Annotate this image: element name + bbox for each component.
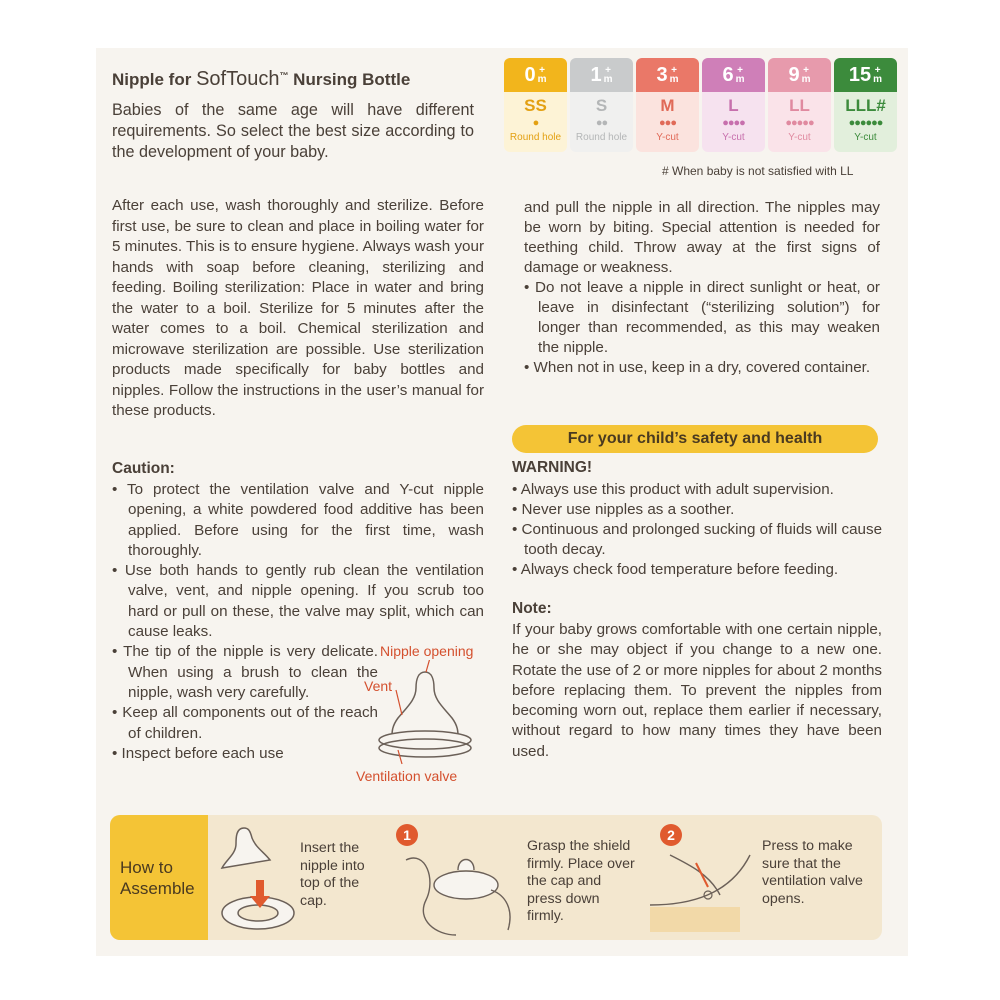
flow-drops-icon: ●●● (659, 117, 676, 129)
size-age (504, 58, 567, 92)
continued-text: and pull the nipple in all direction. The nipples may be worn by biting. Special attention is needed for teething child. Throw away at the first signs of damage or weakness. (524, 199, 880, 276)
age-value: 3 (656, 63, 668, 86)
list-item: • Inspect before each use (112, 744, 284, 762)
age-value: 15 (848, 63, 872, 86)
warning-list (512, 480, 897, 580)
safety-banner: For your child’s safety and health (512, 425, 878, 453)
size-card-lll (834, 58, 897, 152)
nipple-diagram (370, 660, 480, 770)
age-value: 9 (788, 63, 800, 86)
list-item: • Do not leave a nipple in direct sunlight or heat, or leave in disinfectant (“sterilizing solution”) for longer than recommended, as this may weaken the nipple. (524, 279, 880, 356)
cut-type: Y-cut (722, 132, 745, 143)
flow-drops-icon: ●●●●● (785, 117, 814, 129)
size-card-l (702, 58, 765, 152)
insert-nipple-illustration (212, 820, 302, 935)
list-item: • Never use nipples as a soother. (512, 501, 735, 518)
age-value: 1 (590, 63, 602, 86)
trademark-mark: ™ (279, 70, 289, 81)
age-unit: m (873, 74, 883, 85)
continued-instructions (524, 198, 880, 378)
age-value: 6 (722, 63, 734, 86)
size-age (834, 58, 897, 92)
label-ventilation-valve: Ventilation valve (356, 768, 458, 784)
step-number-1: 1 (396, 824, 418, 846)
label-nipple-opening: Nipple opening (380, 643, 474, 659)
cut-type: Y-cut (656, 132, 679, 143)
list-item: • Continuous and prolonged sucking of fluids will cause tooth decay. (512, 521, 883, 558)
sterilization-text: After each use, wash thoroughly and sterilize. Before first use, be sure to clean and place in boiling water for 5 minutes. This is to ensure hygiene. Always wash your hands with soap before cleaning, sterilizing and feeding. Boiling sterilization: Place in water and bring the water to a boil. Sterilize for 5 minutes after the water comes to a boil. Chemical sterilization and microwave sterilization are possible. Use sterilization products made specifically for baby bottles and nipples. Follow the instructions in the user’s manual for these products. (112, 197, 484, 419)
cut-type: Y-cut (854, 132, 877, 143)
age-plus: + (737, 65, 743, 76)
size-code: S (595, 96, 608, 115)
age-unit: m (669, 74, 679, 85)
step-insert-text: Insert the nipple into top of the cap. (300, 840, 365, 909)
size-age (570, 58, 633, 92)
cut-type: Round hole (575, 132, 628, 143)
step-2-text: Press to make sure that the ventilation valve opens. (762, 838, 863, 907)
flow-drops-icon: ●●●●●● (848, 117, 883, 129)
age-value: 0 (524, 63, 536, 86)
list-item: • Always check food temperature before feeding. (512, 561, 839, 578)
flow-drops-icon: ● (532, 117, 539, 129)
warning-heading: WARNING! (512, 459, 593, 476)
note-heading: Note: (512, 600, 552, 617)
how-to-assemble-tab (110, 815, 208, 940)
how-to-assemble-label: How to Assemble (120, 858, 195, 898)
list-item: • Always use this product with adult supervision. (512, 481, 834, 498)
intro-text: Babies of the same age will have different requirements. So select the best size according to the development of your baby. (112, 101, 474, 161)
age-plus: + (874, 65, 881, 76)
size-code: LL (789, 96, 810, 115)
brand-name: SofTouch (196, 68, 280, 90)
size-card-ll (768, 58, 831, 152)
age-unit: m (603, 74, 613, 85)
list-item: • The tip of the nipple is very delicate. When using a brush to clean the nipple, wash very carefully. (112, 643, 378, 701)
grasp-shield-illustration (396, 840, 526, 940)
caution-heading: Caution: (112, 460, 175, 477)
list-item: • To protect the ventilation valve and Y-cut nipple opening, a white powdered food additive has been applied. Before using for the first time, wash thoroughly. (112, 481, 484, 559)
size-footnote: # When baby is not satisfied with LL (662, 164, 854, 178)
age-unit: m (537, 74, 547, 85)
size-card-ss (504, 58, 567, 152)
size-code: M (660, 96, 675, 115)
note-text: If your baby grows comfortable with one certain nipple, he or she may object if you change to a new one. Rotate the use of 2 or more nipples for about 2 months before replacing them. To prevent the nipples from becoming worn out, replace them earlier if necessary, without regard to how many times they have been used. (512, 621, 882, 760)
step-1-text: Grasp the shield firmly. Place over the cap and press down firmly. (527, 838, 635, 924)
size-age (636, 58, 699, 92)
age-plus: + (605, 65, 611, 76)
size-age (768, 58, 831, 92)
flow-drops-icon: ●●●● (722, 117, 745, 129)
press-valve-illustration (650, 845, 760, 940)
size-code: LLL# (845, 96, 886, 115)
size-card-m (636, 58, 699, 152)
title-prefix: Nipple for (112, 70, 197, 89)
cut-type: Y-cut (788, 132, 811, 143)
age-unit: m (735, 74, 745, 85)
size-card-s (570, 58, 633, 152)
list-item: • Keep all components out of the reach of children. (112, 704, 378, 742)
flow-drops-icon: ●● (595, 117, 608, 129)
size-code: L (728, 96, 739, 115)
age-plus: + (671, 65, 677, 76)
list-item: • When not in use, keep in a dry, covered container. (524, 359, 871, 376)
title-suffix: Nursing Bottle (288, 70, 411, 89)
page-title (112, 68, 410, 91)
step-number-2: 2 (660, 824, 682, 846)
cut-type: Round hole (509, 132, 562, 143)
age-unit: m (801, 74, 811, 85)
size-age (702, 58, 765, 92)
size-chart (504, 58, 897, 152)
age-plus: + (539, 65, 545, 76)
size-code: SS (524, 96, 547, 115)
list-item: • Use both hands to gently rub clean the ventilation valve, vent, and nipple opening. If you scrub too hard or pull on these, the valve may split, which can cause leaks. (112, 562, 484, 641)
label-vent: Vent (364, 678, 393, 694)
age-plus: + (803, 65, 809, 76)
